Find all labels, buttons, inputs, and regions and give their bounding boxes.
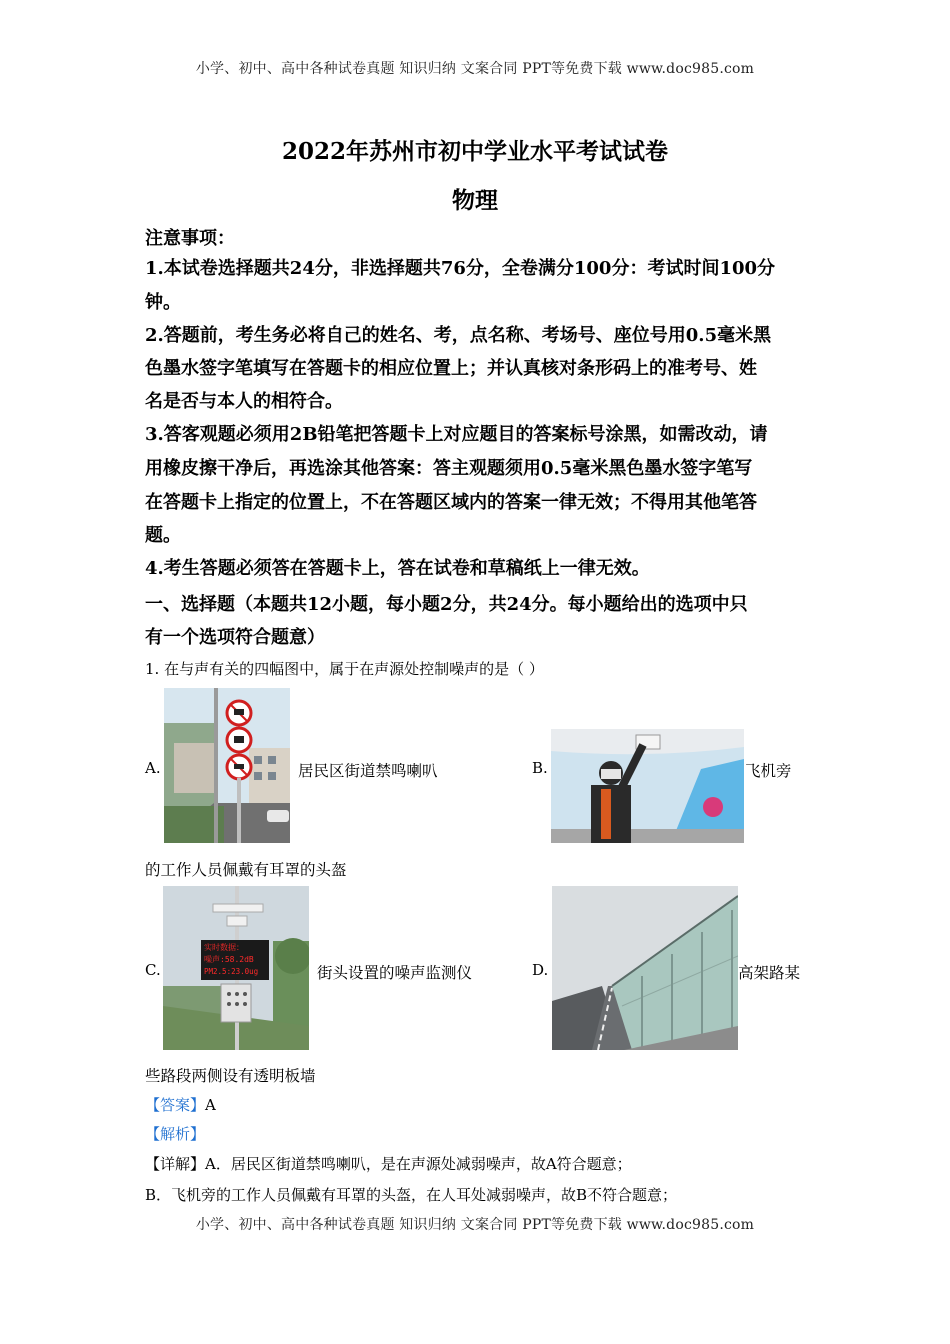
note-line: 题。: [145, 525, 181, 546]
option-d-text-cont: 些路段两侧设有透明板墙: [145, 1067, 316, 1085]
option-c-letter: C.: [145, 961, 161, 979]
note-line: 在答题卡上指定的位置上，不在答题区域内的答案一律无效；不得用其他笔答: [145, 492, 757, 513]
detail-line-a: [145, 1151, 632, 1177]
option-a-letter: A.: [145, 759, 161, 777]
exam-subject: 物理: [452, 187, 498, 214]
option-a-text: 居民区街道禁鸣喇叭: [298, 762, 438, 780]
option-d-text: 高架路某: [738, 964, 801, 982]
option-a-image: [164, 688, 290, 843]
monitor-line-2: 噪声:58.2dB: [204, 955, 254, 964]
monitor-line-3: PM2.5:23.0ug: [204, 967, 259, 976]
note-line: 钟。: [145, 292, 181, 313]
section-heading-cont: 有一个选项符合题意）: [145, 627, 325, 648]
exam-title: 2022年苏州市初中学业水平考试试卷: [281, 138, 668, 165]
section-heading: 一、选择题（本题共12小题，每小题2分，共24分。每小题给出的选项中只: [145, 594, 748, 615]
option-d-image: [552, 886, 738, 1050]
option-b-image: [551, 729, 744, 843]
detail-tag: 【详解】: [145, 1155, 206, 1173]
option-b-text: 飞机旁: [745, 762, 792, 780]
notice-heading: 注意事项：: [145, 228, 235, 249]
page-header: 小学、初中、高中各种试卷真题 知识归纳 文案合同 PPT等免费下载 www.doc985.com: [195, 61, 755, 77]
detail-a-text: A．居民区街道禁鸣喇叭，是在声源处减弱噪声，故A符合题意；: [205, 1155, 632, 1173]
option-b-text-cont: 的工作人员佩戴有耳罩的头盔: [145, 861, 347, 879]
note-line: 色墨水签字笔填写在答题卡的相应位置上；并认真核对条形码上的准考号、姓: [145, 358, 757, 379]
page-footer: 小学、初中、高中各种试卷真题 知识归纳 文案合同 PPT等免费下载 www.doc985.com: [195, 1217, 755, 1233]
note-line: 3.答客观题必须用2B铅笔把答题卡上对应题目的答案标号涂黑，如需改动，请: [145, 424, 768, 445]
answer-value: A: [205, 1096, 216, 1114]
note-line: 名是否与本人的相符合。: [145, 391, 343, 412]
note-line: 1.本试卷选择题共24分，非选择题共76分，全卷满分100分：考试时间100分: [145, 258, 776, 279]
analysis-tag: 【解析】: [145, 1125, 206, 1143]
note-line: 用橡皮擦干净后，再选涂其他答案：答主观题须用0.5毫米黑色墨水签字笔写: [145, 458, 753, 479]
option-c-image: [163, 886, 309, 1050]
option-c-text: 街头设置的噪声监测仪: [317, 964, 473, 982]
note-line: 2.答题前，考生务必将自己的姓名、考，点名称、考场号、座位号用0.5毫米黑: [145, 325, 772, 346]
note-line: 4.考生答题必须答在答题卡上，答在试卷和草稿纸上一律无效。: [145, 558, 650, 579]
detail-line-b: B．飞机旁的工作人员佩戴有耳罩的头盔，在人耳处减弱噪声，故B不符合题意；: [145, 1186, 678, 1204]
option-d-letter: D.: [532, 961, 549, 979]
monitor-line-1: 实时数据：: [204, 943, 244, 952]
answer-line: [145, 1092, 216, 1118]
option-b-letter: B.: [532, 759, 548, 777]
answer-tag: 【答案】: [145, 1096, 206, 1114]
question-stem: 1. 在与声有关的四幅图中，属于在声源处控制噪声的是（ ）: [145, 660, 544, 678]
